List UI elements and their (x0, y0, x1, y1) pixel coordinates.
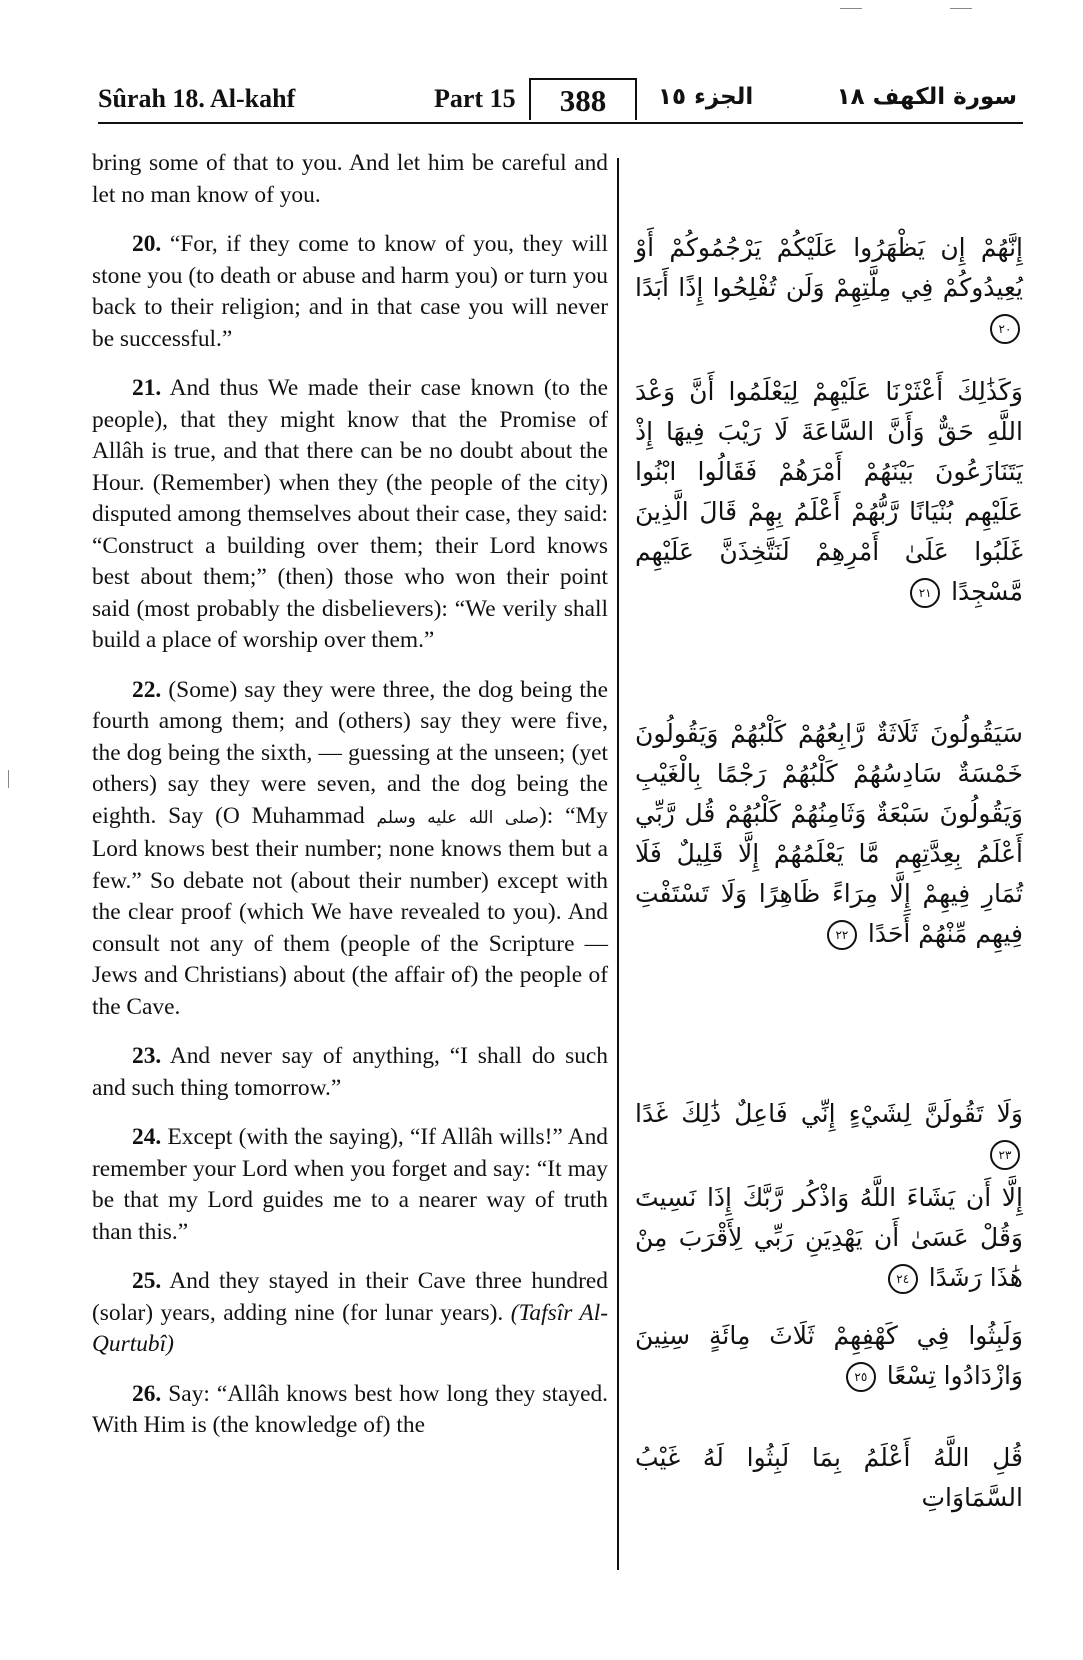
arabic-verse-24 (635, 1178, 1023, 1298)
arabic-text: إِلَّا أَن يَشَاءَ اللَّهُ وَاذْكُر رَّبَّكَ إِذَا نَسِيتَ وَقُلْ عَسَىٰ أَن يَهْدِيَنِ رَبِّي لِأَقْرَبَ مِنْ هَٰذَا رَشَدًا (635, 1183, 1023, 1292)
surah-title-en: Sûrah 18. Al-kahf (98, 84, 296, 113)
ayah-end-marker: ٢٣ (990, 1140, 1020, 1170)
page-header (98, 78, 1023, 122)
verse-26-en (92, 1379, 608, 1442)
salutation-ar: صلى الله عليه وسلم (376, 807, 539, 828)
english-translation-column (92, 148, 608, 1442)
verse-text: And never say of anything, “I shall do such and such thing tomorrow.” (92, 1043, 608, 1101)
verse-number: 23. (132, 1043, 162, 1069)
verse-21-en (92, 373, 608, 657)
verse-number: 20. (132, 231, 162, 257)
arabic-text: سَيَقُولُونَ ثَلَاثَةٌ رَّابِعُهُمْ كَلْبُهُمْ وَيَقُولُونَ خَمْسَةٌ سَادِسُهُمْ كَلْبُهُمْ رَجْمًا بِالْغَيْبِ وَيَقُولُونَ سَبْعَةٌ وَثَامِنُهُمْ كَلْبُهُمْ قُل رَّبِّي أَعْلَمُ بِعِدَّتِهِم مَّا يَعْلَمُهُمْ إِلَّا قَلِيلٌ فَلَا تُمَارِ فِيهِمْ إِلَّا مِرَاءً ظَاهِرًا وَلَا تَسْتَفْتِ فِيهِم مِّنْهُمْ أَحَدًا (635, 719, 1023, 948)
arabic-text: وَلَبِثُوا فِي كَهْفِهِمْ ثَلَاثَ مِائَةٍ سِنِينَ وَازْدَادُوا تِسْعًا (635, 1321, 1023, 1390)
ayah-end-marker: ٢٤ (888, 1264, 918, 1294)
part-label-en: Part 15 (434, 84, 516, 113)
arabic-verse-22 (635, 714, 1023, 954)
verse-number: 26. (132, 1380, 162, 1407)
verse-text: “For, if they come to know of you, they will stone you (to death or abuse and harm you) or turn you back to their religion; and in that case you will never be successful.” (92, 231, 608, 352)
ayah-end-marker: ٢١ (910, 578, 940, 608)
verse-text: And they stayed in their Cave three hundred (solar) years, adding nine (for lunar years). (92, 1268, 608, 1326)
verse-24-en (92, 1122, 608, 1248)
verse-20-en (92, 229, 608, 355)
ayah-end-marker: ٢٥ (846, 1362, 876, 1392)
verse-25-en (92, 1266, 608, 1361)
verse-23-en (92, 1041, 608, 1104)
continuation-text: bring some of that to you. And let him be careful and let no man know of you. (92, 150, 608, 208)
verse-text: Say: “Allâh knows best how long they stayed. With Him is (the knowledge of) the (92, 1380, 608, 1438)
scan-edge-mark (840, 8, 862, 9)
arabic-text: وَلَا تَقُولَنَّ لِشَيْءٍ إِنِّي فَاعِلٌ ذَٰلِكَ غَدًا (635, 1099, 1023, 1128)
verse-22-en (92, 675, 608, 1024)
ayah-end-marker: ٢٠ (990, 314, 1020, 344)
verse-text: Except (with the saying), “If Allâh wills!” And remember your Lord when you forget and say: “It may be that my Lord guides me to a nearer way of truth than this.” (92, 1124, 608, 1245)
verse-number: 21. (132, 375, 162, 401)
arabic-verse-23 (635, 1094, 1023, 1174)
arabic-verse-26 (635, 1438, 1023, 1518)
arabic-text: إِنَّهُمْ إِن يَظْهَرُوا عَلَيْكُمْ يَرْجُمُوكُمْ أَوْ يُعِيدُوكُمْ فِي مِلَّتِهِمْ وَلَن تُفْلِحُوا إِذًا أَبَدًا (635, 233, 1023, 302)
page-number: 388 (529, 78, 637, 120)
verse-number: 25. (132, 1268, 162, 1294)
arabic-verse-25 (635, 1316, 1023, 1396)
surah-title-ar: سورة الكهف ١٨ (836, 84, 1017, 110)
arabic-verse-21 (635, 372, 1023, 612)
verse-text-part-b: ): “My Lord knows best their number; none knows them but a few.” So debate not (about their number) except with the clear proof (which We have revealed to you). And consult not any of them (people of the Scripture — Jews and Christians) about (the affair of) the people of the Cave. (92, 802, 609, 1020)
arabic-text: قُلِ اللَّهُ أَعْلَمُ بِمَا لَبِثُوا لَهُ غَيْبُ السَّمَاوَاتِ (635, 1443, 1023, 1512)
verse-text: And thus We made their case known (to the people), that they might know that the Promise of Allâh is true, and that there can be no doubt about the Hour. (Remember) when they (the people of the city) disputed among themselves about their case, they said: “Construct a building over them; their Lord knows best about them;” (then) those who won their point said (most probably the disbelievers): “We verily shall build a place of worship over them.” (92, 375, 609, 653)
scan-edge-mark (8, 770, 9, 788)
scan-edge-mark (950, 8, 972, 9)
verse-text-part-a: (Some) say they were three, the dog being the fourth among them; and (others) say they were five, the dog being the sixth, — guessing at the unseen; (yet others) say they were seven, and the dog being the eighth. Say (O Muhammad (92, 676, 608, 829)
arabic-text: وَكَذَٰلِكَ أَعْثَرْنَا عَلَيْهِمْ لِيَعْلَمُوا أَنَّ وَعْدَ اللَّهِ حَقٌّ وَأَنَّ السَّاعَةَ لَا رَيْبَ فِيهَا إِذْ يَتَنَازَعُونَ بَيْنَهُمْ أَمْرَهُمْ فَقَالُوا ابْنُوا عَلَيْهِم بُنْيَانًا رَّبُّهُمْ أَعْلَمُ بِهِمْ قَالَ الَّذِينَ غَلَبُوا عَلَىٰ أَمْرِهِمْ لَنَتَّخِذَنَّ عَلَيْهِم مَّسْجِدًا (635, 377, 1023, 606)
part-label-ar: الجزء ١٥ (658, 84, 754, 110)
verse-number: 22. (132, 676, 162, 703)
column-divider (617, 158, 619, 1570)
verse-number: 24. (132, 1124, 162, 1150)
header-rule (98, 122, 1023, 124)
citation: (Tafsîr Al-Qurtubî) (92, 1299, 608, 1357)
arabic-verse-20 (635, 228, 1023, 348)
ayah-end-marker: ٢٢ (827, 920, 857, 950)
